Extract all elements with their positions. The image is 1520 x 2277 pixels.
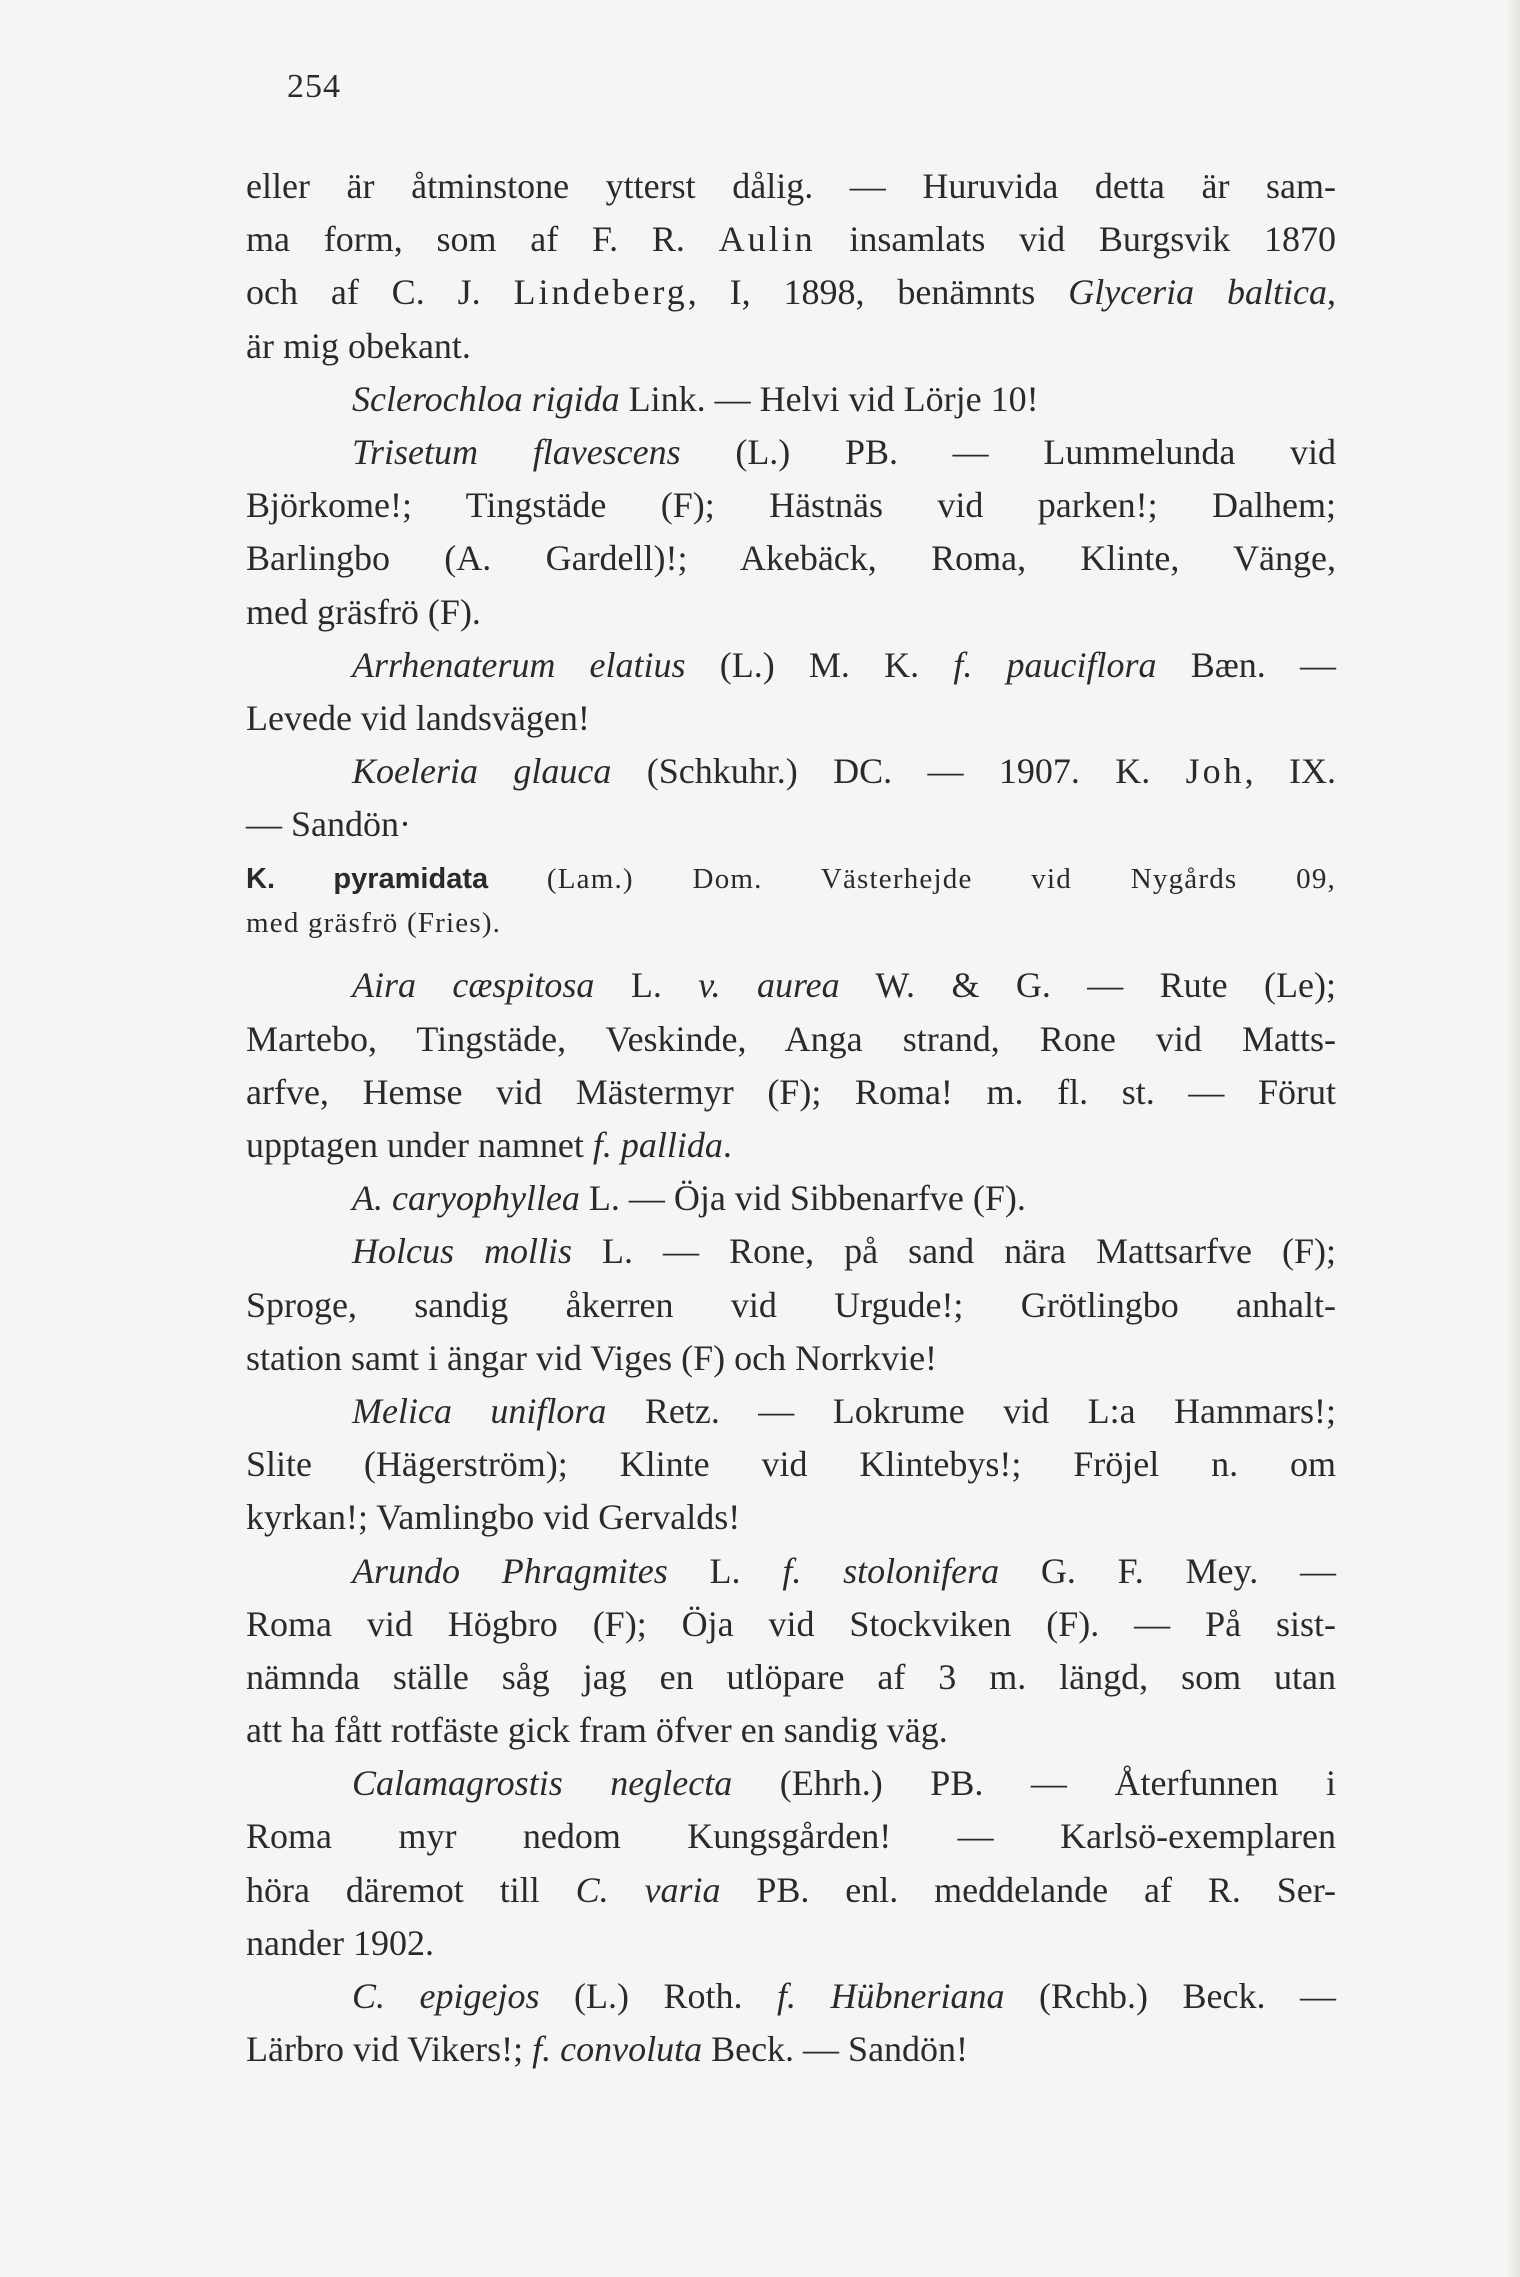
text-run: Lärbro vid Vikers!; [246, 2029, 533, 2070]
text-line [246, 1651, 1336, 1704]
spaced-author-name: Joh [1185, 751, 1245, 792]
text-run: W. & G. — Rute (Le); [839, 965, 1337, 1006]
text-run: att ha fått rotfäste gick fram öfver en sandig väg. [246, 1710, 948, 1751]
text-run: , [1327, 272, 1337, 313]
text-run: och af C. J. [246, 272, 514, 313]
spaced-author-name: Lindeberg [513, 272, 688, 313]
text-run: (Lam.) Dom. Västerhejde vid Nygårds 09, [488, 863, 1336, 896]
text-run: L. [667, 1550, 783, 1591]
text-line [246, 1917, 1336, 1970]
text-run: är mig obekant. [246, 325, 471, 366]
text-line [246, 639, 1336, 692]
text-run: höra däremot till [246, 1869, 576, 1910]
text-line [246, 1385, 1336, 1438]
text-line [246, 1013, 1336, 1066]
text-run: Barlingbo (A. Gardell)!; Akebäck, Roma, Klinte, Vänge, [246, 538, 1336, 579]
text-line [246, 1332, 1336, 1385]
text-run: Sproge, sandig åkerren vid Urgude!; Grötlingbo anhalt- [246, 1284, 1336, 1325]
text-run: eller är åtminstone ytterst dålig. — Huruvida detta är sam- [246, 166, 1336, 206]
text-run: (L.) Roth. [539, 1976, 778, 2016]
text-run: Link. — Helvi vid Lörje 10! [619, 378, 1039, 419]
text-line [246, 426, 1336, 479]
text-line [246, 1491, 1336, 1544]
small-print-line [246, 857, 1336, 901]
text-line [246, 1757, 1336, 1810]
text-run: (Rchb.) Beck. — [1004, 1976, 1337, 2016]
text-run: PB. enl. meddelande af R. Ser- [720, 1869, 1336, 1910]
text-run: station samt i ängar vid Viges (F) och Norrkvie! [246, 1337, 938, 1378]
text-line [246, 213, 1336, 266]
text-run: Slite (Hägerström); Klinte vid Klintebys!; Fröjel n. om [246, 1444, 1336, 1485]
italic-taxon-name: Koeleria glauca [352, 751, 612, 792]
italic-taxon-name: C. varia [575, 1869, 721, 1910]
text-line [246, 1810, 1336, 1863]
text-line [246, 1864, 1336, 1917]
text-line [246, 2023, 1336, 2076]
text-line [246, 1279, 1336, 1332]
text-run: L. [594, 965, 699, 1006]
italic-taxon-name: Melica uniflora [352, 1390, 607, 1431]
text-run: insamlats vid Burgsvik 1870 [815, 219, 1336, 260]
text-run: , IX. [1244, 751, 1336, 792]
text-line [246, 1438, 1336, 1491]
scan-page-edge [1506, 0, 1520, 2277]
italic-taxon-name: f. pauciflora [953, 644, 1157, 685]
italic-taxon-name: f. Hübneriana [777, 1976, 1005, 2016]
text-run: upptagen under namnet [246, 1125, 593, 1165]
italic-taxon-name: A. caryophyllea [352, 1178, 580, 1219]
spaced-author-name: Aulin [718, 219, 816, 260]
page-number: 254 [287, 68, 341, 105]
text-run: kyrkan!; Vamlingbo vid Gervalds! [246, 1497, 741, 1538]
text-run: Beck. — Sandön! [702, 2029, 969, 2070]
text-line [246, 1704, 1336, 1757]
text-run: arfve, Hemse vid Mästermyr (F); Roma! m. fl. st. — Förut [246, 1071, 1336, 1112]
text-line [246, 745, 1336, 798]
text-run: , I, 1898, benämnts [687, 272, 1069, 313]
text-line [246, 798, 1336, 851]
text-line [246, 1545, 1336, 1598]
italic-taxon-name: Calamagrostis neglecta [352, 1763, 733, 1804]
text-line [246, 1598, 1336, 1651]
text-run: ma form, som af F. R. [246, 219, 719, 260]
italic-taxon-name: Sclerochloa rigida [352, 378, 620, 419]
text-run: Levede vid landsvägen! [246, 697, 590, 738]
italic-taxon-name: Trisetum flavescens [352, 431, 681, 472]
text-line [246, 266, 1336, 319]
text-line [246, 586, 1336, 639]
italic-taxon-name: f. stolonifera [782, 1550, 1000, 1591]
italic-taxon-name: Arundo Phragmites [352, 1550, 668, 1591]
italic-taxon-name: C. epigejos [352, 1976, 540, 2016]
text-line [246, 479, 1336, 532]
text-run: med gräsfrö (F). [246, 591, 481, 632]
text-run: G. F. Mey. — [999, 1550, 1336, 1591]
text-run: Retz. — Lokrume vid L:a Hammars!; [606, 1390, 1336, 1431]
text-run: — Sandön· [246, 804, 411, 845]
text-line [246, 1066, 1336, 1119]
text-run: L. — Öja vid Sibbenarfve (F). [579, 1178, 1026, 1219]
text-line [246, 1119, 1336, 1172]
text-line [246, 1225, 1336, 1278]
small-print-line [246, 901, 1336, 945]
text-line [246, 959, 1336, 1012]
italic-taxon-name: Aira cæspitosa [352, 965, 595, 1006]
text-run: Björkome!; Tingstäde (F); Hästnäs vid parken!; Dalhem; [246, 485, 1336, 526]
text-run: (Schkuhr.) DC. — 1907. K. [611, 751, 1186, 792]
text-run: Martebo, Tingstäde, Veskinde, Anga strand, Rone vid Matts- [246, 1018, 1336, 1059]
text-run: (L.) PB. — Lummelunda vid [680, 431, 1336, 472]
text-run: nämnda ställe såg jag en utlöpare af 3 m. längd, som utan [246, 1656, 1336, 1697]
italic-taxon-name: v. aurea [698, 965, 840, 1006]
italic-taxon-name: f. pallida [592, 1125, 723, 1165]
text-line [246, 160, 1336, 213]
text-run: med gräsfrö (Fries). [246, 907, 502, 940]
text-line [246, 532, 1336, 585]
text-run: . [722, 1125, 732, 1165]
text-line [246, 1172, 1336, 1225]
text-run: Roma myr nedom Kungsgården! — Karlsö-exemplaren [246, 1816, 1336, 1857]
text-run: (L.) M. K. [685, 644, 954, 685]
page-body-text [246, 160, 1336, 2076]
text-line [246, 320, 1336, 373]
italic-taxon-name: Arrhenaterum elatius [352, 644, 686, 685]
text-run: L. — Rone, på sand nära Mattsarfve (F); [572, 1231, 1336, 1272]
text-line [246, 692, 1336, 745]
text-run: (Ehrh.) PB. — Återfunnen i [732, 1763, 1336, 1804]
bold-taxon-name: K. pyramidata [246, 863, 489, 896]
italic-taxon-name: f. convoluta [532, 2029, 703, 2070]
text-run: Bæn. — [1156, 644, 1336, 685]
text-run: nander 1902. [246, 1922, 434, 1963]
text-line [246, 1970, 1336, 2023]
text-run: Roma vid Högbro (F); Öja vid Stockviken (F). — På sist- [246, 1603, 1336, 1644]
italic-taxon-name: Glyceria baltica [1068, 272, 1328, 313]
italic-taxon-name: Holcus mollis [352, 1231, 573, 1272]
text-line [246, 373, 1336, 426]
